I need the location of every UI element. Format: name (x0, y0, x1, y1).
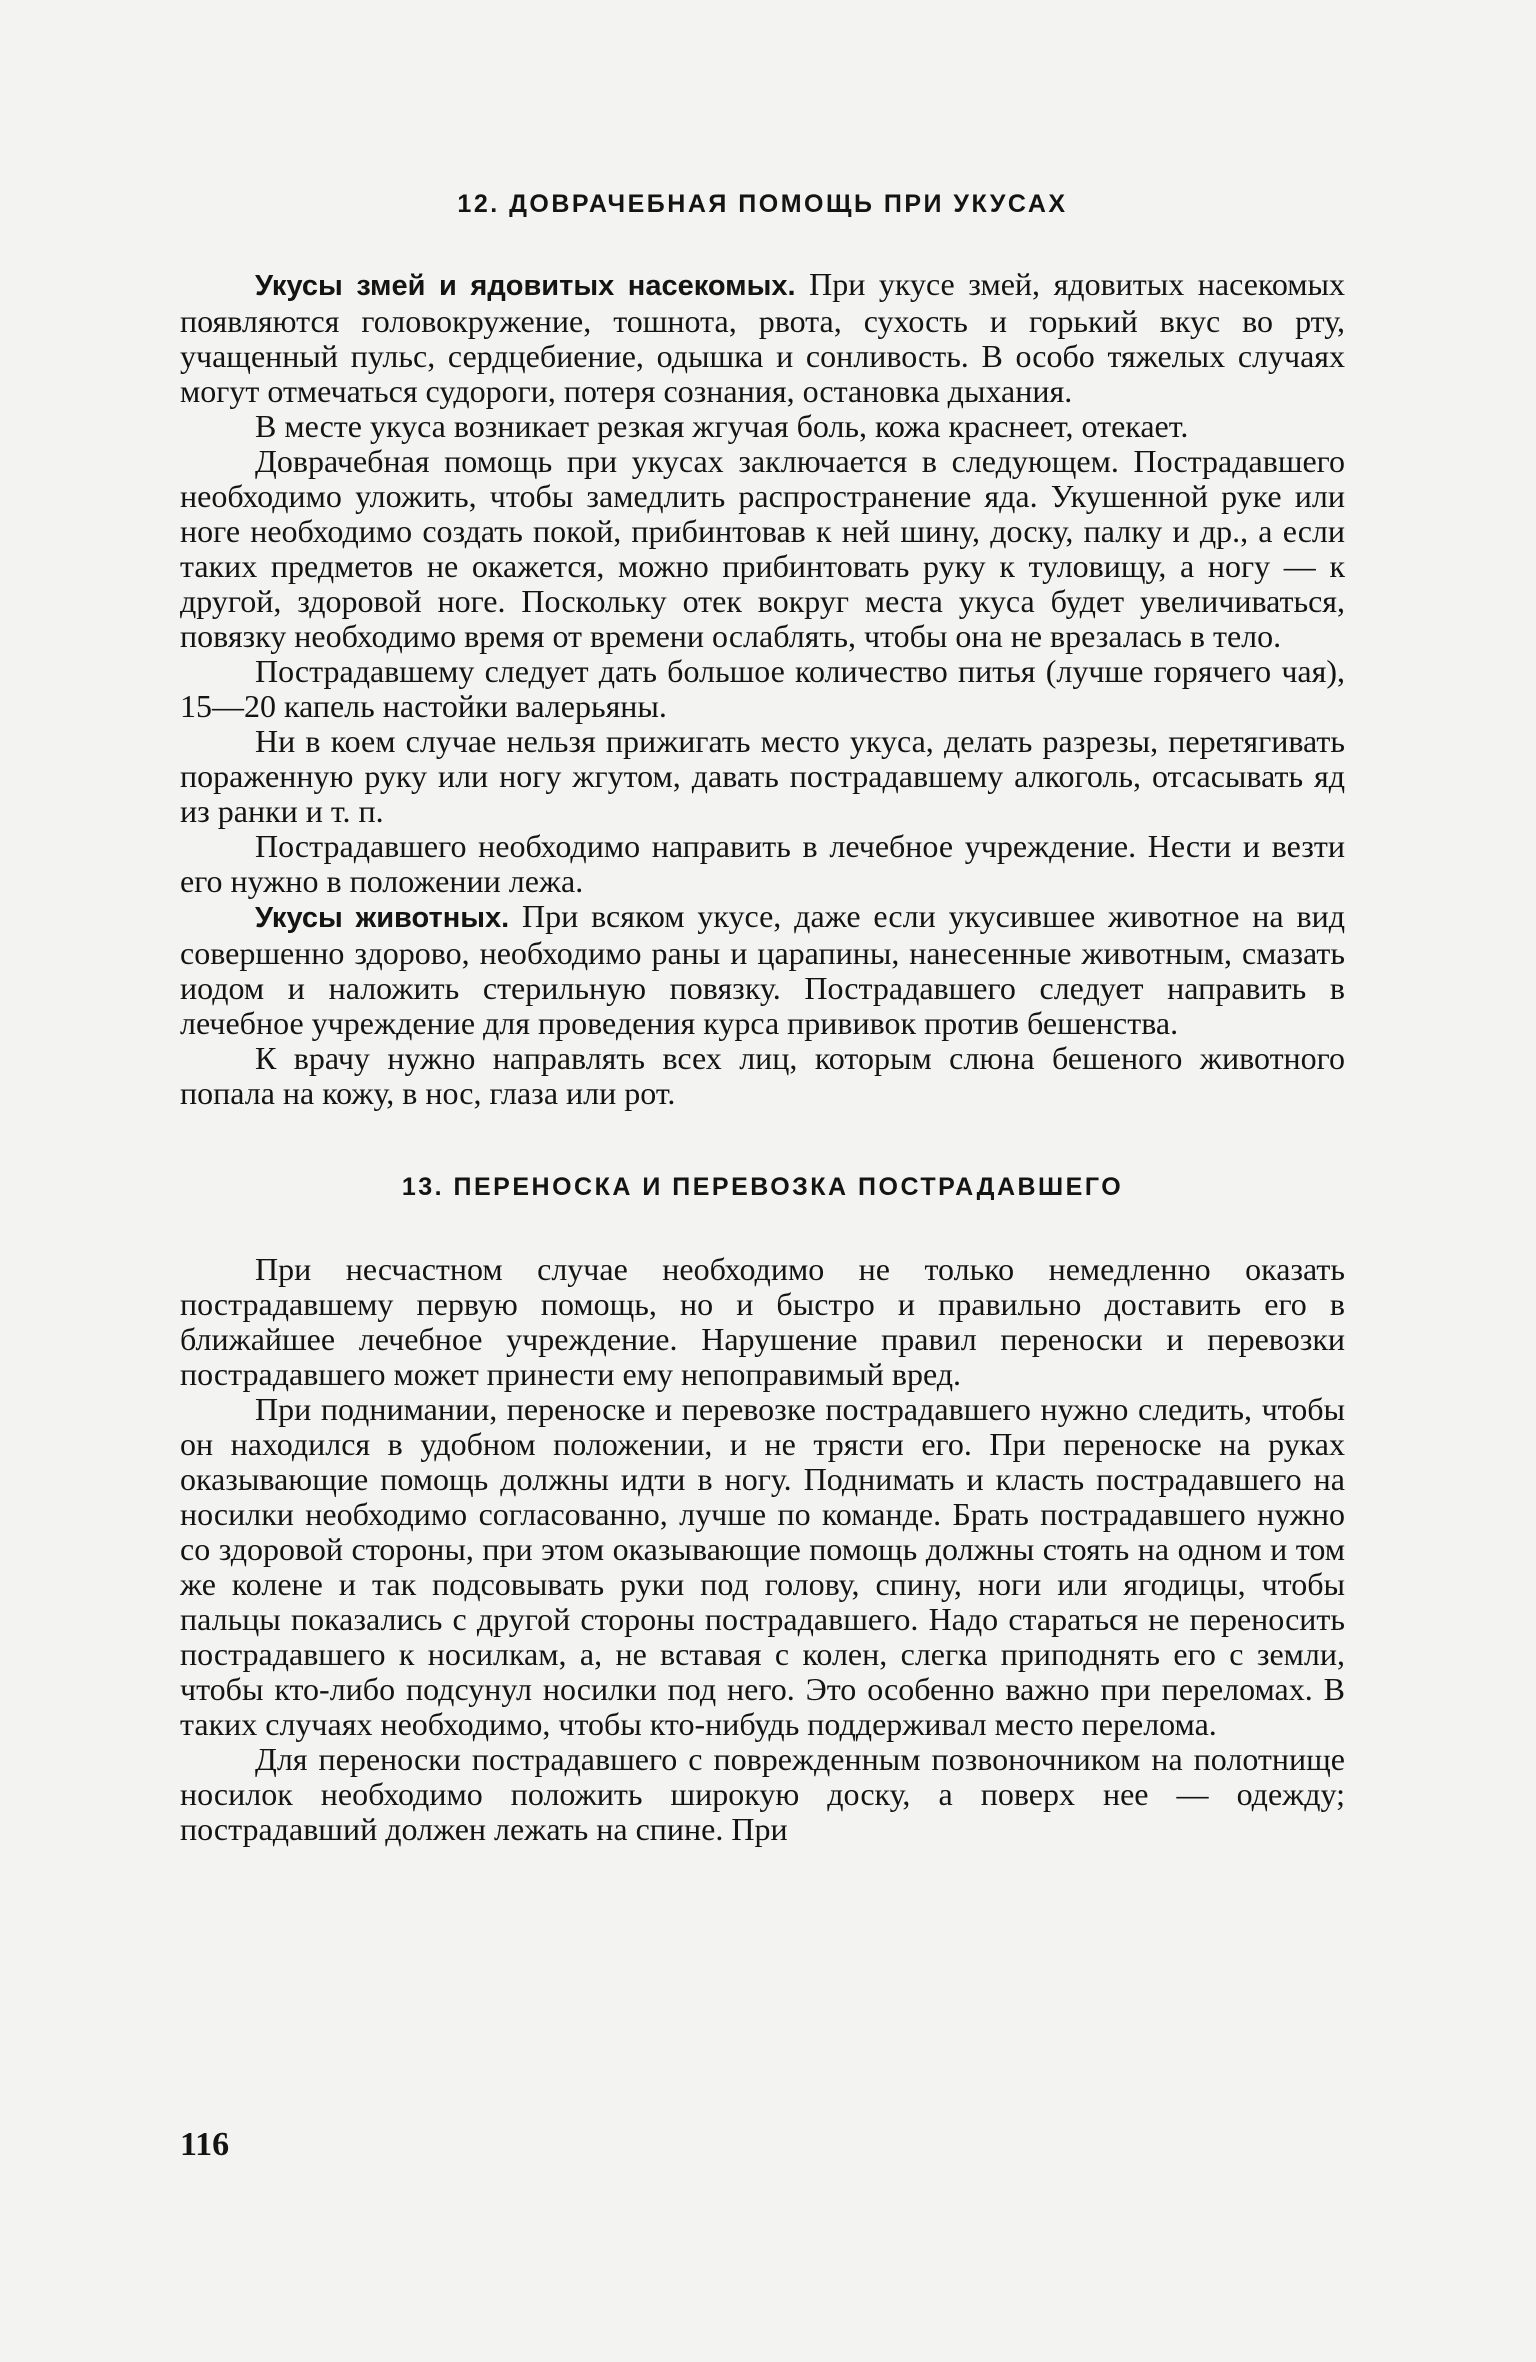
paragraph (180, 899, 1345, 1041)
paragraph: Ни в коем случае нельзя прижигать место укуса, делать разрезы, перетягивать пораженную руку или ногу жгутом, давать пострадавшему алкоголь, отсасывать яд из ранки и т. п. (180, 723, 1345, 829)
paragraph: При несчастном случае необходимо не только немедленно оказать пострадавшему первую помощь, но и быстро и правильно доставить его в ближайшее лечебное учреждение. Нарушение правил переноски и перевозки пострадавшего может принести ему непоправимый вред. (180, 1251, 1345, 1392)
section-heading-bites: 12. ДОВРАЧЕБНАЯ ПОМОЩЬ ПРИ УКУСАХ (457, 190, 1068, 218)
paragraph-lead: Укусы змей и ядовитых насекомых. (255, 270, 796, 302)
paragraph-text: При укусе змей, ядовитых насекомых появляются головокружение, тошнота, рвота, сухость и горький вкус во рту, учащенный пульс, сердцебиение, одышка и сонливость. В особо тяжелых случаях могут отмечаться судороги, потеря сознания, остановка дыхания. (180, 266, 1345, 409)
page-number: 116 (180, 2126, 230, 2163)
paragraph: К врачу нужно направлять всех лиц, которым слюна бешеного животного попала на кожу, в нос, глаза или рот. (180, 1040, 1345, 1111)
paragraph-text: При всяком укусе, даже если укусившее животное на вид совершенно здорово, необходимо раны и царапины, нанесенные животным, смазать иодом и наложить стерильную повязку. Пострадавшего следует направить в лечебное учреждение для проведения курса прививок против бешенства. (180, 898, 1345, 1041)
paragraph-lead: Укусы животных. (255, 902, 510, 934)
paragraph: При поднимании, переноске и перевозке пострадавшего нужно следить, чтобы он находился в удобном положении, и не трясти его. При переноске на руках оказывающие помощь должны идти в ногу. Поднимать и класть пострадавшего на носилки необходимо согласованно, лучше по команде. Брать пострадавшего нужно со здоровой стороны, при этом оказывающие помощь должны стоять на одном и том же колене и так подсовывать руки под голову, спину, ноги или ягодицы, чтобы пальцы показались с другой стороны пострадавшего. Надо стараться не переносить пострадавшего к носилкам, а, не вставая с колен, слегка приподнять его с земли, чтобы кто-либо подсунул носилки под него. Это особенно важно при переломах. В таких случаях необходимо, чтобы кто-нибудь поддерживал место перелома. (180, 1391, 1345, 1742)
paragraph: В месте укуса возникает резкая жгучая боль, кожа краснеет, отекает. (255, 408, 1189, 444)
paragraph (180, 267, 1345, 409)
section-heading-transport: 13. ПЕРЕНОСКА И ПЕРЕВОЗКА ПОСТРАДАВШЕГО (401, 1173, 1124, 1201)
paragraph: Пострадавшему следует дать большое количество питья (лучше горячего чая), 15—20 капель настойки валерьяны. (180, 653, 1345, 724)
paragraph: Доврачебная помощь при укусах заключается в следующем. Пострадавшего необходимо уложить, чтобы замедлить распространение яда. Укушенной руке или ноге необходимо создать покой, прибинтовав к ней шину, доску, палку и др., а если таких предметов не окажется, можно прибинтовать руку к туловищу, а ногу — к другой, здоровой ноге. Поскольку отек вокруг места укуса будет увеличиваться, повязку необходимо время от времени ослаблять, чтобы она не врезалась в тело. (180, 443, 1345, 654)
paragraph: Пострадавшего необходимо направить в лечебное учреждение. Нести и везти его нужно в положении лежа. (180, 828, 1345, 899)
page-content (180, 170, 1345, 1847)
paragraph: Для переноски пострадавшего с поврежденным позвоночником на полотнище носилок необходимо положить широкую доску, а поверх нее — одежду; пострадавший должен лежать на спине. При (180, 1741, 1345, 1847)
